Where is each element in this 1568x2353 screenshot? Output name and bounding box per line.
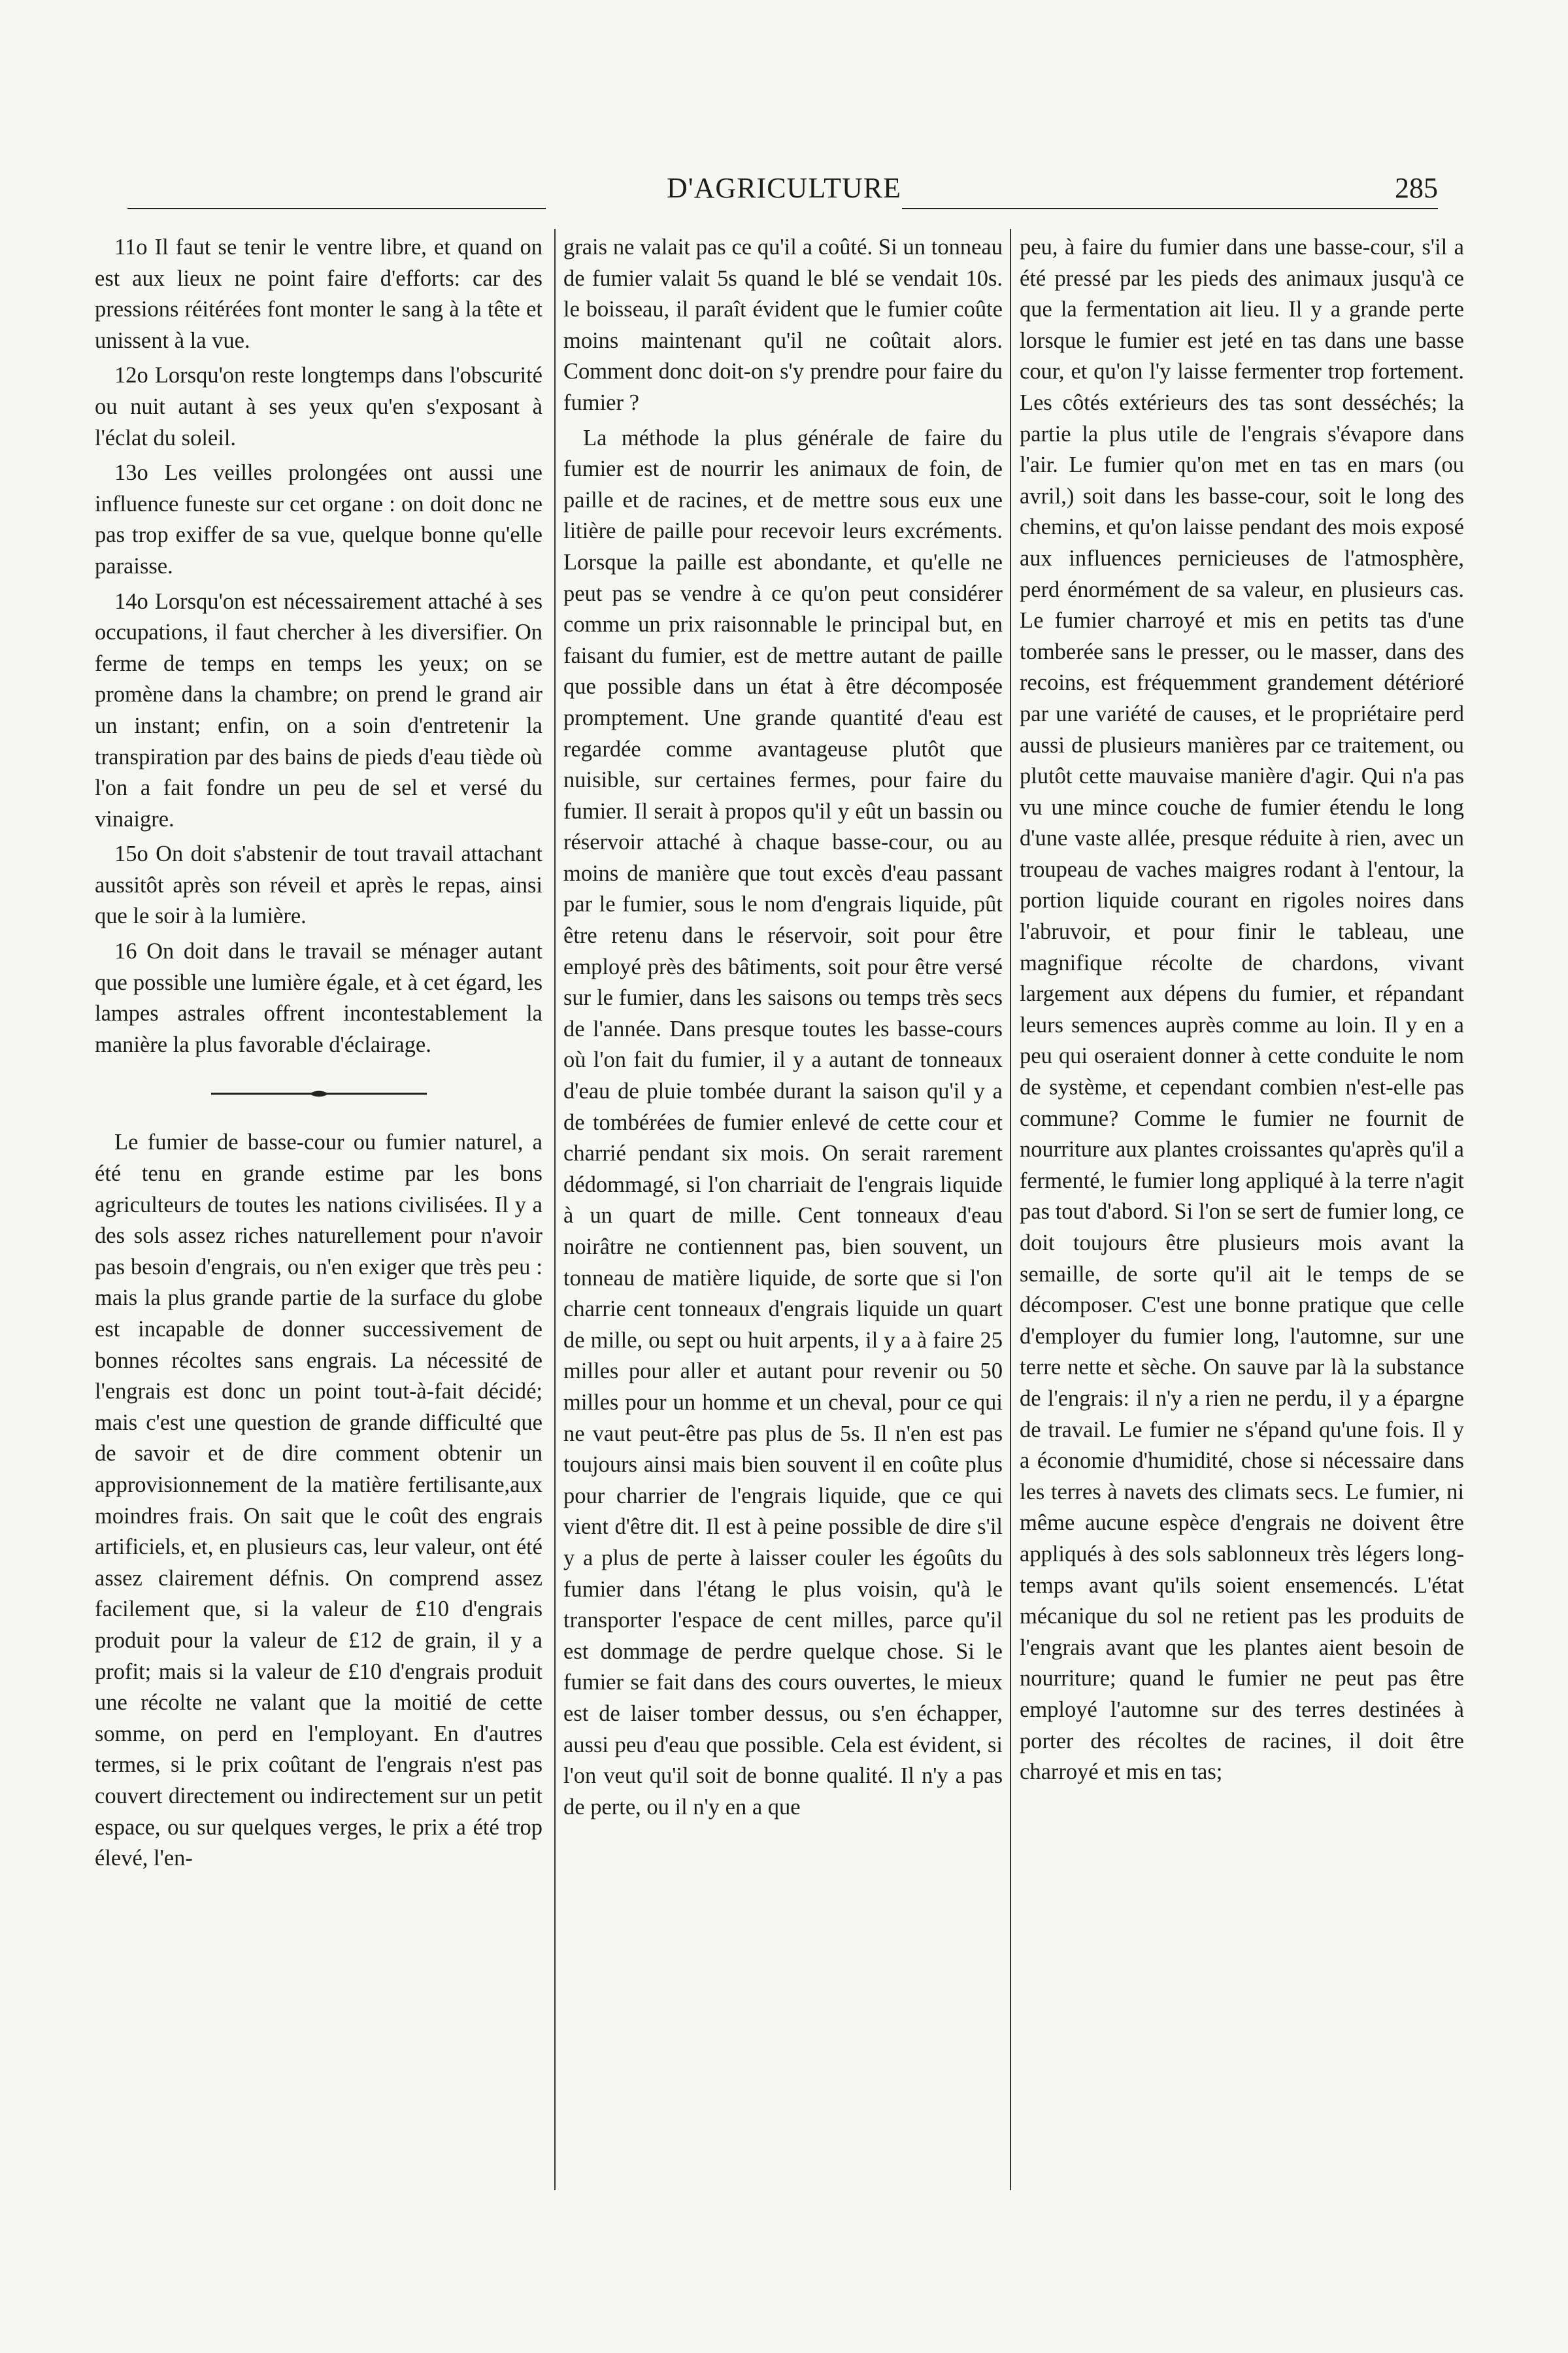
paragraph-item-11: 11o Il faut se tenir le ventre libre, et quand on est aux lieux ne point faire d'efforts: car des pressions réitérées font monter le sang à la tête et unissent à la vue. (95, 235, 542, 353)
column-divider-1 (554, 229, 556, 2190)
paragraph-item-14: 14o Lorsqu'on est nécessairement attaché à ses occupations, il faut chercher à les diversifier. On ferme de temps en temps les yeux; on se promène dans la chambre; on prend le grand air un instant; enfin, on a soin d'entretenir la transpiration par des bains de pieds d'eau tiède où l'on a fait fondre un peu de sel et versé du vinaigre. (95, 588, 542, 832)
article-paragraph-continued: peu, à faire du fumier dans une basse-cour, s'il a été pressé par les pieds des animaux jusqu'à ce que la fermentation ait lieu. Il y a grande perte lorsque le fumier est jeté en tas dans une basse cour, et qu'on l'y laisse fermenter trop fortement. Les côtés extérieurs des tas sont desséchés; la partie la plus utile de l'engrais s'évapore dans l'air. Le fumier qu'on met en tas en mars (ou avril,) soit dans les basse-cour, soit le long des chemins, et qu'on laisse pendant des mois exposé aux influences pernicieuses de l'atmosphère, perd énormément de sa valeur, en plusieurs cas. Le fumier charroyé et mis en petits tas d'une tomberée sans le presser, ou le masser, dans des recoins, est fréquemment grandement détérioré par une variété de causes, et le propriétaire perd aussi de plusieurs manières par ce traitement, ou plutôt cette mauvaise manière d'agir. Qui n'a pas vu une mince couche de fumier étendu le long d'une vaste allée, presque réduite à rien, avec un troupeau de vaches maigres rodant à l'entour, la portion liquide courant en rigoles noires dans l'abruvoir, et pour finir le tableau, une magnifique récolte de chardons, vivant largement aux dépens du fumier, et répandant leurs semences auprès comme au loin. Il y en a peu qui oseraient donner à cette conduite le nom de système, et cependant combien n'est-elle pas commune? Comme le fumier ne fournit de nourriture aux plantes croissantes qu'après qu'il a fermenté, le fumier long appliqué à la terre n'agit pas tout d'abord. Si l'on se sert de fumier long, ce doit toujours être plusieurs mois avant la semaille, de sorte qu'il ait le temps de se décomposer. C'est une bonne pratique que celle d'employer du fumier long, l'automne, sur une terre nette et sèche. On sauve par là la substance de l'engrais: il n'y a rien ne perdu, il y a épargne de travail. Le fumier ne s'épand qu'une fois. Il y a économie d'humidité, chose si nécessaire dans les terres à navets des climats secs. Le fumier, ni même aucune espèce d'engrais ne doivent être appliqués à des sols sablonneux très légers long-temps avant qu'ils soient ensemencés. L'état mécanique du sol ne retient pas les produits de l'engrais avant que les plantes aient besoin de nourriture; quand le fumier ne peut pas être employé l'automne sur des terres destinées à porter des récoltes de racines, il doit être charroyé et mis en tas; (1020, 235, 1464, 1785)
article-paragraph-continued: grais ne valait pas ce qu'il a coûté. Si un tonneau de fumier valait 5s quand le blé se vendait 10s. le boisseau, il paraît évident que le fumier coûte moins maintenant qu'il ne coûtait alors. Comment donc doit-on s'y prendre pour faire du fumier ? (563, 235, 1003, 415)
section-divider-ornament (211, 1087, 427, 1101)
header-rule-right (902, 208, 1438, 209)
column-2 (563, 232, 1003, 1823)
article-paragraph: Le fumier de basse-cour ou fumier naturel, a été tenu en grande estime par les bons agriculteurs de toutes les nations civilisées. Il y a des sols assez riches naturellement pour n'avoir pas besoin d'engrais, ou n'en exiger que très peu : mais la plus grande partie de la surface du globe est incapable de donner successivement de bonnes récoltes sans engrais. La nécessité de l'engrais est donc un point tout-à-fait décidé; mais c'est une question de grande difficulté que de savoir et de dire comment obtenir un approvisionnement de la matière fertilisante,aux moindres frais. On sait que le coût des engrais artificiels, et, en plusieurs cas, leur valeur, ont été assez clairement défnis. On comprend assez facilement que, si la valeur de £10 d'engrais produit pour la valeur de £12 de grain, il y a profit; mais si la valeur de £10 d'engrais produit une récolte ne valant que la moitié de cette somme, on perd en l'employant. En d'autres termes, si le prix coûtant de l'engrais n'est pas couvert directement ou indirectement sur un petit espace, ou sur quelques verges, le prix a été trop élevé, l'en- (95, 1130, 542, 1871)
article-paragraph: La méthode la plus générale de faire du fumier est de nourrir les animaux de foin, de paille et de racines, et de mettre sous eux une litière de paille pour recevoir leurs excréments. Lorsque la paille est abondante, et qu'elle ne peut pas se vendre à ce qu'on peut considérer comme un prix raisonnable le principal but, en faisant du fumier, est de mettre autant de paille que possible dans un état à être décomposée promptement. Une grande quantité d'eau est regardée comme avantageuse plutôt que nuisible, sur certaines fermes, pour faire du fumier. Il serait à propos qu'il y eût un bassin ou réservoir attaché à chaque basse-cour, ou au moins de manière que tout excès d'eau passant par le fumier, sous le nom d'engrais liquide, pût être retenu dans le réservoir, soit pour être employé près des bâtiments, soit pour être versé sur le fumier, dans les saisons ou temps très secs de l'année. Dans presque toutes les basse-cours où l'on fait du fumier, il y a autant de tonneaux d'eau de pluie tombée durant la saison qu'il y a de tombérées de fumier enlevé de cette cour et charrié pendant six mois. On serait rarement dédommagé, si l'on charriait de l'engrais liquide à un quart de mille. Cent tonneaux d'eau noirâtre ne contiennent pas, bien souvent, un tonneau de matière liquide, de sorte que si l'on charrie cent tonneaux d'engrais liquide un quart de mille, ou sept ou huit arpents, il y a à faire 25 milles pour aller et autant pour revenir ou 50 milles pour un homme et un cheval, pour ce qui ne vaut peut-être pas plus de 5s. Il n'en est pas toujours ainsi mais bien souvent il en coûte plus pour charrier de l'engrais liquide, que ce qui vient d'être dit. Il est à peine possible de dire s'il y a plus de perte à laisser couler les égoûts du fumier dans l'étang le plus voisin, qu'à le transporter l'espace de cent milles, parce qu'il est dommage de perdre quelque chose. Si le fumier se fait dans des cours ouvertes, le mieux est de laiser tomber dessus, ou s'en échapper, aussi peu d'eau que possible. Cela est évident, si l'on veut qu'il soit de bonne qualité. Il n'y a pas de perte, ou il n'y en a que (563, 425, 1003, 1820)
page-number: 285 (1395, 172, 1438, 204)
column-1 (95, 232, 542, 1874)
paragraph-item-13: 13o Les veilles prolongées ont aussi une influence funeste sur cet organe : on doit donc ne pas trop exiffer de sa vue, quelque bonne qu'elle paraisse. (95, 460, 542, 579)
paragraph-item-16: 16 On doit dans le travail se ménager autant que possible une lumière égale, et à cet égard, les lampes astrales offrent incontestablement la manière la plus favorable d'éclairage. (95, 939, 542, 1057)
column-divider-2 (1010, 229, 1011, 2190)
running-head-title: D'AGRICULTURE (666, 172, 902, 204)
header-rule-left (127, 208, 546, 209)
column-3 (1020, 232, 1464, 1788)
paragraph-item-15: 15o On doit s'abstenir de tout travail attachant aussitôt après son réveil et après le repas, ainsi que le soir à la lumière. (95, 841, 542, 929)
paragraph-item-12: 12o Lorsqu'on reste longtemps dans l'obscurité ou nuit autant à ses yeux qu'en s'exposant à l'éclat du soleil. (95, 363, 542, 450)
